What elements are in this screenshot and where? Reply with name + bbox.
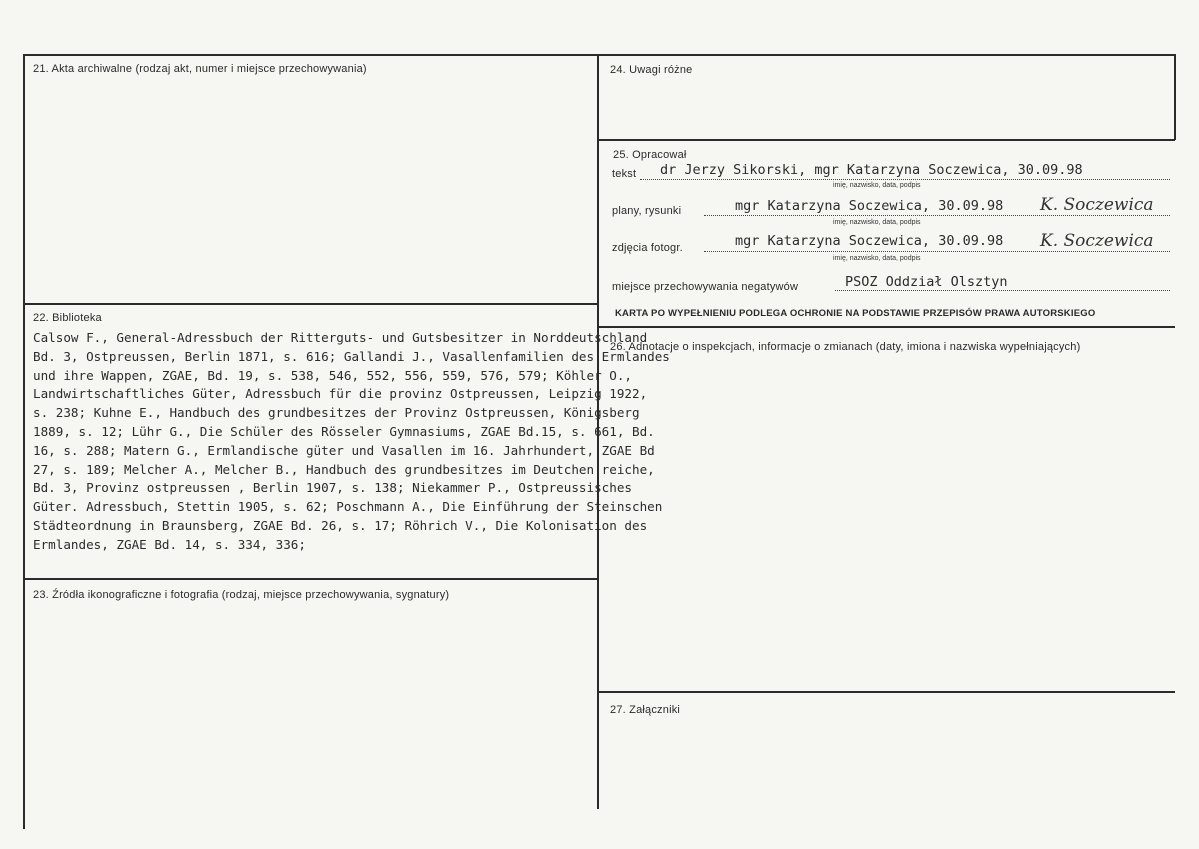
- right-column-border: [1174, 54, 1176, 140]
- biblio-line: 1889, s. 12; Lühr G., Die Schüler des Rösseler Gymnasiums, ZGAE Bd.15, s. 661, Bd.: [33, 423, 655, 439]
- zdjecia-dotted-line: [704, 251, 1170, 252]
- section-22-label: 22. Biblioteka: [33, 312, 102, 324]
- caption-3: imię, nazwisko, data, podpis: [833, 255, 921, 262]
- rule-24-25: [598, 139, 1175, 141]
- caption-2: imię, nazwisko, data, podpis: [833, 219, 921, 226]
- zdjecia-value: mgr Katarzyna Soczewica, 30.09.98: [735, 233, 1004, 249]
- tekst-dotted-line: [640, 179, 1170, 180]
- tekst-value: dr Jerzy Sikorski, mgr Katarzyna Soczewica, 30.09.98: [660, 162, 1083, 178]
- negatywy-value: PSOZ Oddział Olsztyn: [845, 274, 1008, 290]
- biblio-line: Landwirtschaftliches Güter, Adressbuch für die provinz Ostpreussen, Leipzig 1922,: [33, 386, 648, 402]
- biblio-line: Güter. Adressbuch, Stettin 1905, s. 62; Poschmann A., Die Einführung der Steinschen: [33, 499, 663, 515]
- rule-22-23: [23, 578, 598, 580]
- biblio-line: s. 238; Kuhne E., Handbuch des grundbesitzes der Provinz Ostpreussen, Königsberg: [33, 405, 640, 421]
- biblio-line: und ihre Wappen, ZGAE, Bd. 19, s. 538, 546, 552, 556, 559, 576, 579; Köhler O.,: [33, 367, 632, 383]
- section-21-label: 21. Akta archiwalne (rodzaj akt, numer i miejsce przechowywania): [33, 63, 367, 75]
- section-26-label: 26. Adnotacje o inspekcjach, informacje o zmianach (daty, imiona i nazwiska wypełniających): [610, 341, 1081, 353]
- section-27-label: 27. Załączniki: [610, 704, 681, 716]
- biblio-line: Städteordnung in Braunsberg, ZGAE Bd. 26, s. 17; Röhrich V., Die Kolonisation des: [33, 517, 648, 533]
- negatywy-dotted-line: [835, 290, 1170, 291]
- biblio-line: 27, s. 189; Melcher A., Melcher B., Handbuch des grundbesitzes im Deutchen reiche,: [33, 461, 655, 477]
- plany-label: plany, rysunki: [612, 205, 682, 217]
- rule-26-27: [598, 691, 1175, 693]
- zdjecia-signature: K. Soczewica: [1040, 231, 1154, 251]
- negatywy-label: miejsce przechowywania negatywów: [612, 281, 799, 293]
- biblio-line: Bd. 3, Ostpreussen, Berlin 1871, s. 616; Gallandi J., Vasallenfamilien des Ermlandes: [33, 348, 670, 364]
- rule-21-22: [23, 303, 598, 305]
- biblio-line: Ermlandes, ZGAE Bd. 14, s. 334, 336;: [33, 536, 306, 552]
- plany-value: mgr Katarzyna Soczewica, 30.09.98: [735, 198, 1004, 214]
- caption-1: imię, nazwisko, data, podpis: [833, 182, 921, 189]
- zdjecia-label: zdjęcia fotogr.: [612, 242, 683, 254]
- copyright-note: KARTA PO WYPEŁNIENIU PODLEGA OCHRONIE NA PODSTAWIE PRZEPISÓW PRAWA AUTORSKIEGO: [615, 308, 1096, 319]
- biblio-line: 16, s. 288; Matern G., Ermlandische güter und Vasallen im 16. Jahrhundert, ZGAE Bd: [33, 442, 655, 458]
- top-rule: [23, 54, 1175, 56]
- biblio-line: Bd. 3, Provinz ostpreussen , Berlin 1907, s. 138; Niekammer P., Ostpreussisches: [33, 480, 632, 496]
- left-rule: [23, 54, 25, 829]
- tekst-label: tekst: [612, 168, 637, 180]
- biblioteka-text: [33, 329, 670, 555]
- plany-dotted-line: [704, 215, 1170, 216]
- rule-25-26: [598, 326, 1175, 328]
- section-23-label: 23. Źródła ikonograficzne i fotografia (rodzaj, miejsce przechowywania, sygnatury): [33, 589, 450, 601]
- section-25-label: 25. Opracował: [613, 149, 687, 161]
- biblio-line: Calsow F., General-Adressbuch der Ritterguts- und Gutsbesitzer in Norddeutschland: [33, 330, 648, 345]
- section-24-label: 24. Uwagi różne: [610, 64, 693, 76]
- plany-signature: K. Soczewica: [1040, 195, 1154, 215]
